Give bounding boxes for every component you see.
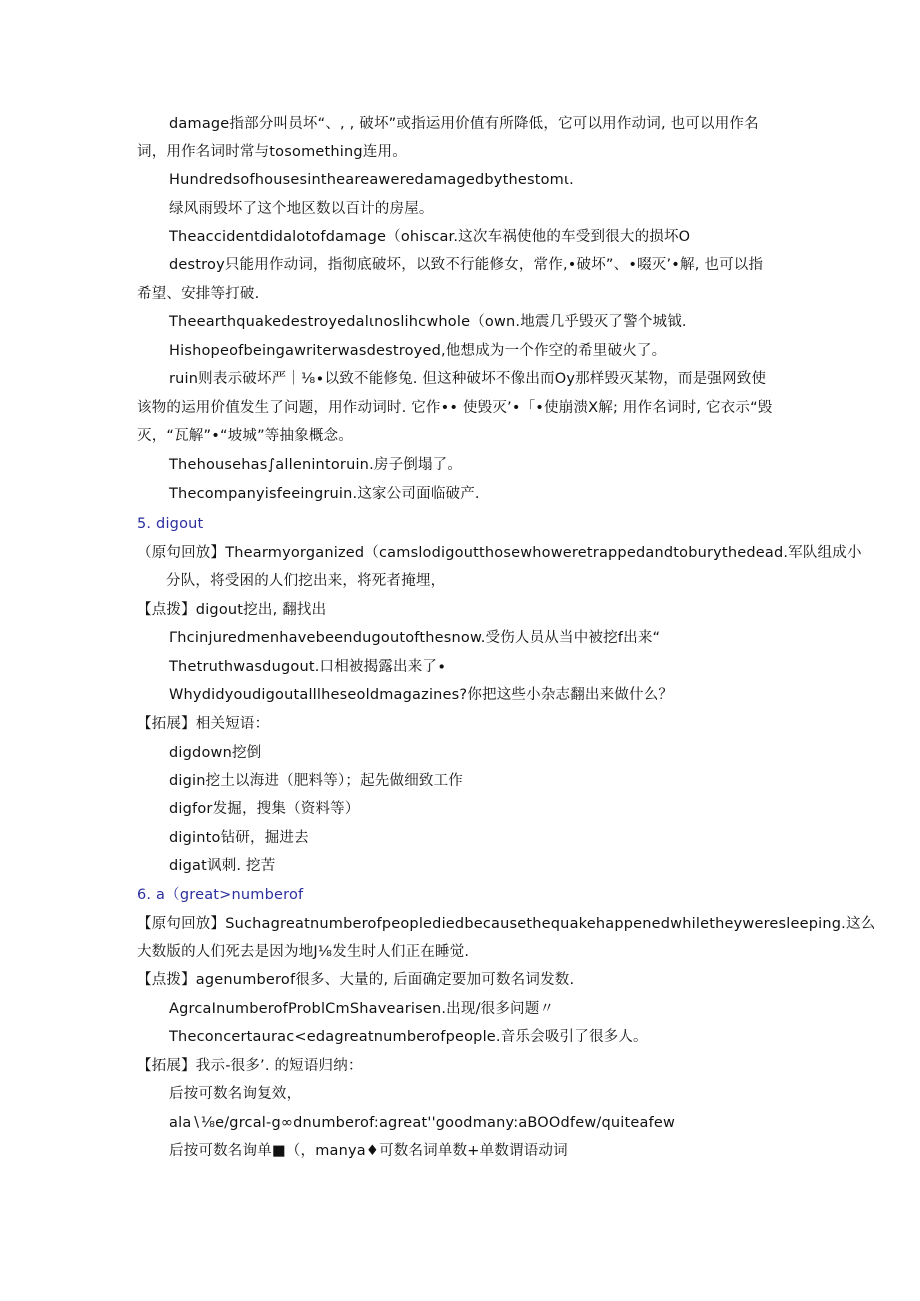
rule-line: 后按可数名询复效，: [169, 1086, 302, 1102]
example-sentence: Thecompanyisfeeingruin.这家公司面临破产.: [169, 486, 480, 502]
example-sentence: Whydidyoudigoutalllheseoldmagazines?你把这些小杂志翻出来做什么？: [169, 687, 674, 703]
phrase-item: digat讽刺. 挖苦: [169, 858, 276, 874]
paragraph-destroy-line-1: destroy只能用作动词，指彻底破坏，以致不行能修女，常作,•破坏”、•啜灭’•解, 也可以指: [169, 257, 764, 273]
original-sentence-line-1: （原句回放】Thearmyorganized（camslodigoutthosewhoweretrappedandtoburythedead.军队组成小: [137, 545, 862, 561]
original-sentence-line-1: 【原句回放】Suchagreatnumberofpeopledie‍dbecausethequakehappenedwhiletheyweresleeping.这么: [137, 916, 876, 932]
phrase-item: digfor发掘，搜集（资料等）: [169, 801, 360, 817]
example-translation: 绿风雨毁坏了这个地区数以百计的房屋。: [169, 201, 434, 217]
example-sentence: Thetruthwasdugout.口相被揭露出来了∙: [169, 659, 447, 675]
original-sentence-line-2: 分队，将受困的人们挖出来，将死者掩埋，: [166, 573, 446, 589]
paragraph-ruin-line-3: 灭，“瓦解”•“坡城”等抽象概念。: [137, 428, 353, 444]
example-sentence: AgrcaInumberofProblCmShavearisen.出现∕很多问题〃: [169, 1001, 555, 1017]
extension-label-line: 【拓展】我示-很多’. 的短语归纳：: [137, 1058, 363, 1074]
paragraph-damage-line-2: 词，用作名词时常与tosomething连用。: [137, 144, 407, 160]
paragraph-destroy-line-2: 希望、安排等打破.: [137, 286, 260, 302]
example-sentence: Thehousehas∫allenintoruin.房子倒塌了。: [169, 457, 463, 473]
phrase-item: diginto钻研，掘进去: [169, 830, 309, 846]
extension-label-line: 【拓展】相关短语：: [137, 716, 270, 732]
section-heading-a-great-number-of: 6. a（great>numberof: [137, 887, 304, 903]
paragraph-ruin-line-2: 该物的运用价值发生了问题，用作动词时. 它作•• 使毁灭’•「•使崩溃X解; 用作名词时, 它衣示“毁: [137, 400, 773, 416]
section-heading-digout: 5. digout: [137, 516, 204, 532]
paragraph-ruin-line-1: ruin则表示破坏严｜⅛∙以致不能修兔. 但这种破坏不像出而Oy那样毁灭某物，而是强网致使: [169, 371, 767, 387]
phrase-item: digin挖土以海进（肥料等）；起先做细致工作: [169, 773, 464, 789]
original-sentence-line-2: 大数版的人们死去是因为地J⅛发生时人们正在睡觉.: [137, 944, 470, 960]
example-sentence: Hundredsofhousesintheareaweredamagedbythestomι.: [169, 172, 574, 188]
rule-line: 后按可数名询单■（，manya♦可数名词单数+单数谓语动词: [169, 1143, 568, 1159]
example-sentence: Theaccidentdidalotofdamage（ohiscar.这次车祸使他的车受到很大的损坏O: [169, 229, 691, 245]
phrase-item: digdown挖倒: [169, 745, 262, 761]
paragraph-damage-line-1: damage指部分叫员坏“、, , 破坏”或指运用价值有所降低，它可以用作动词, 也可以用作名: [169, 116, 759, 132]
tip-label-line: 【点拨】digout挖出, 翻找出: [137, 602, 327, 618]
example-sentence: Hishopeofbeingawriterwasdestroyed,他想成为一个作空的希里破火了。: [169, 343, 667, 359]
example-sentence: Theearthquakedestroyedalιnoslihcwhole（own.地震几乎毁灭了警个城钺.: [169, 314, 687, 330]
tip-label-line: 【点拨】agenumberof很多、大量的, 后面确定要加可数名词发数.: [137, 972, 575, 988]
example-sentence: Γhcinjuredmenhavebeendugoutofthesnow.受伤人员从当中被挖f出来“: [169, 630, 661, 646]
phrase-list-line: ala∖⅛e∕grcal-g∞dnumberof:agreat''goodmany:aBOOdfew/quiteafew: [169, 1115, 676, 1131]
example-sentence: Theconcertaurac<edagreatnumberofpeople.音乐会吸引了很多人。: [169, 1029, 648, 1045]
